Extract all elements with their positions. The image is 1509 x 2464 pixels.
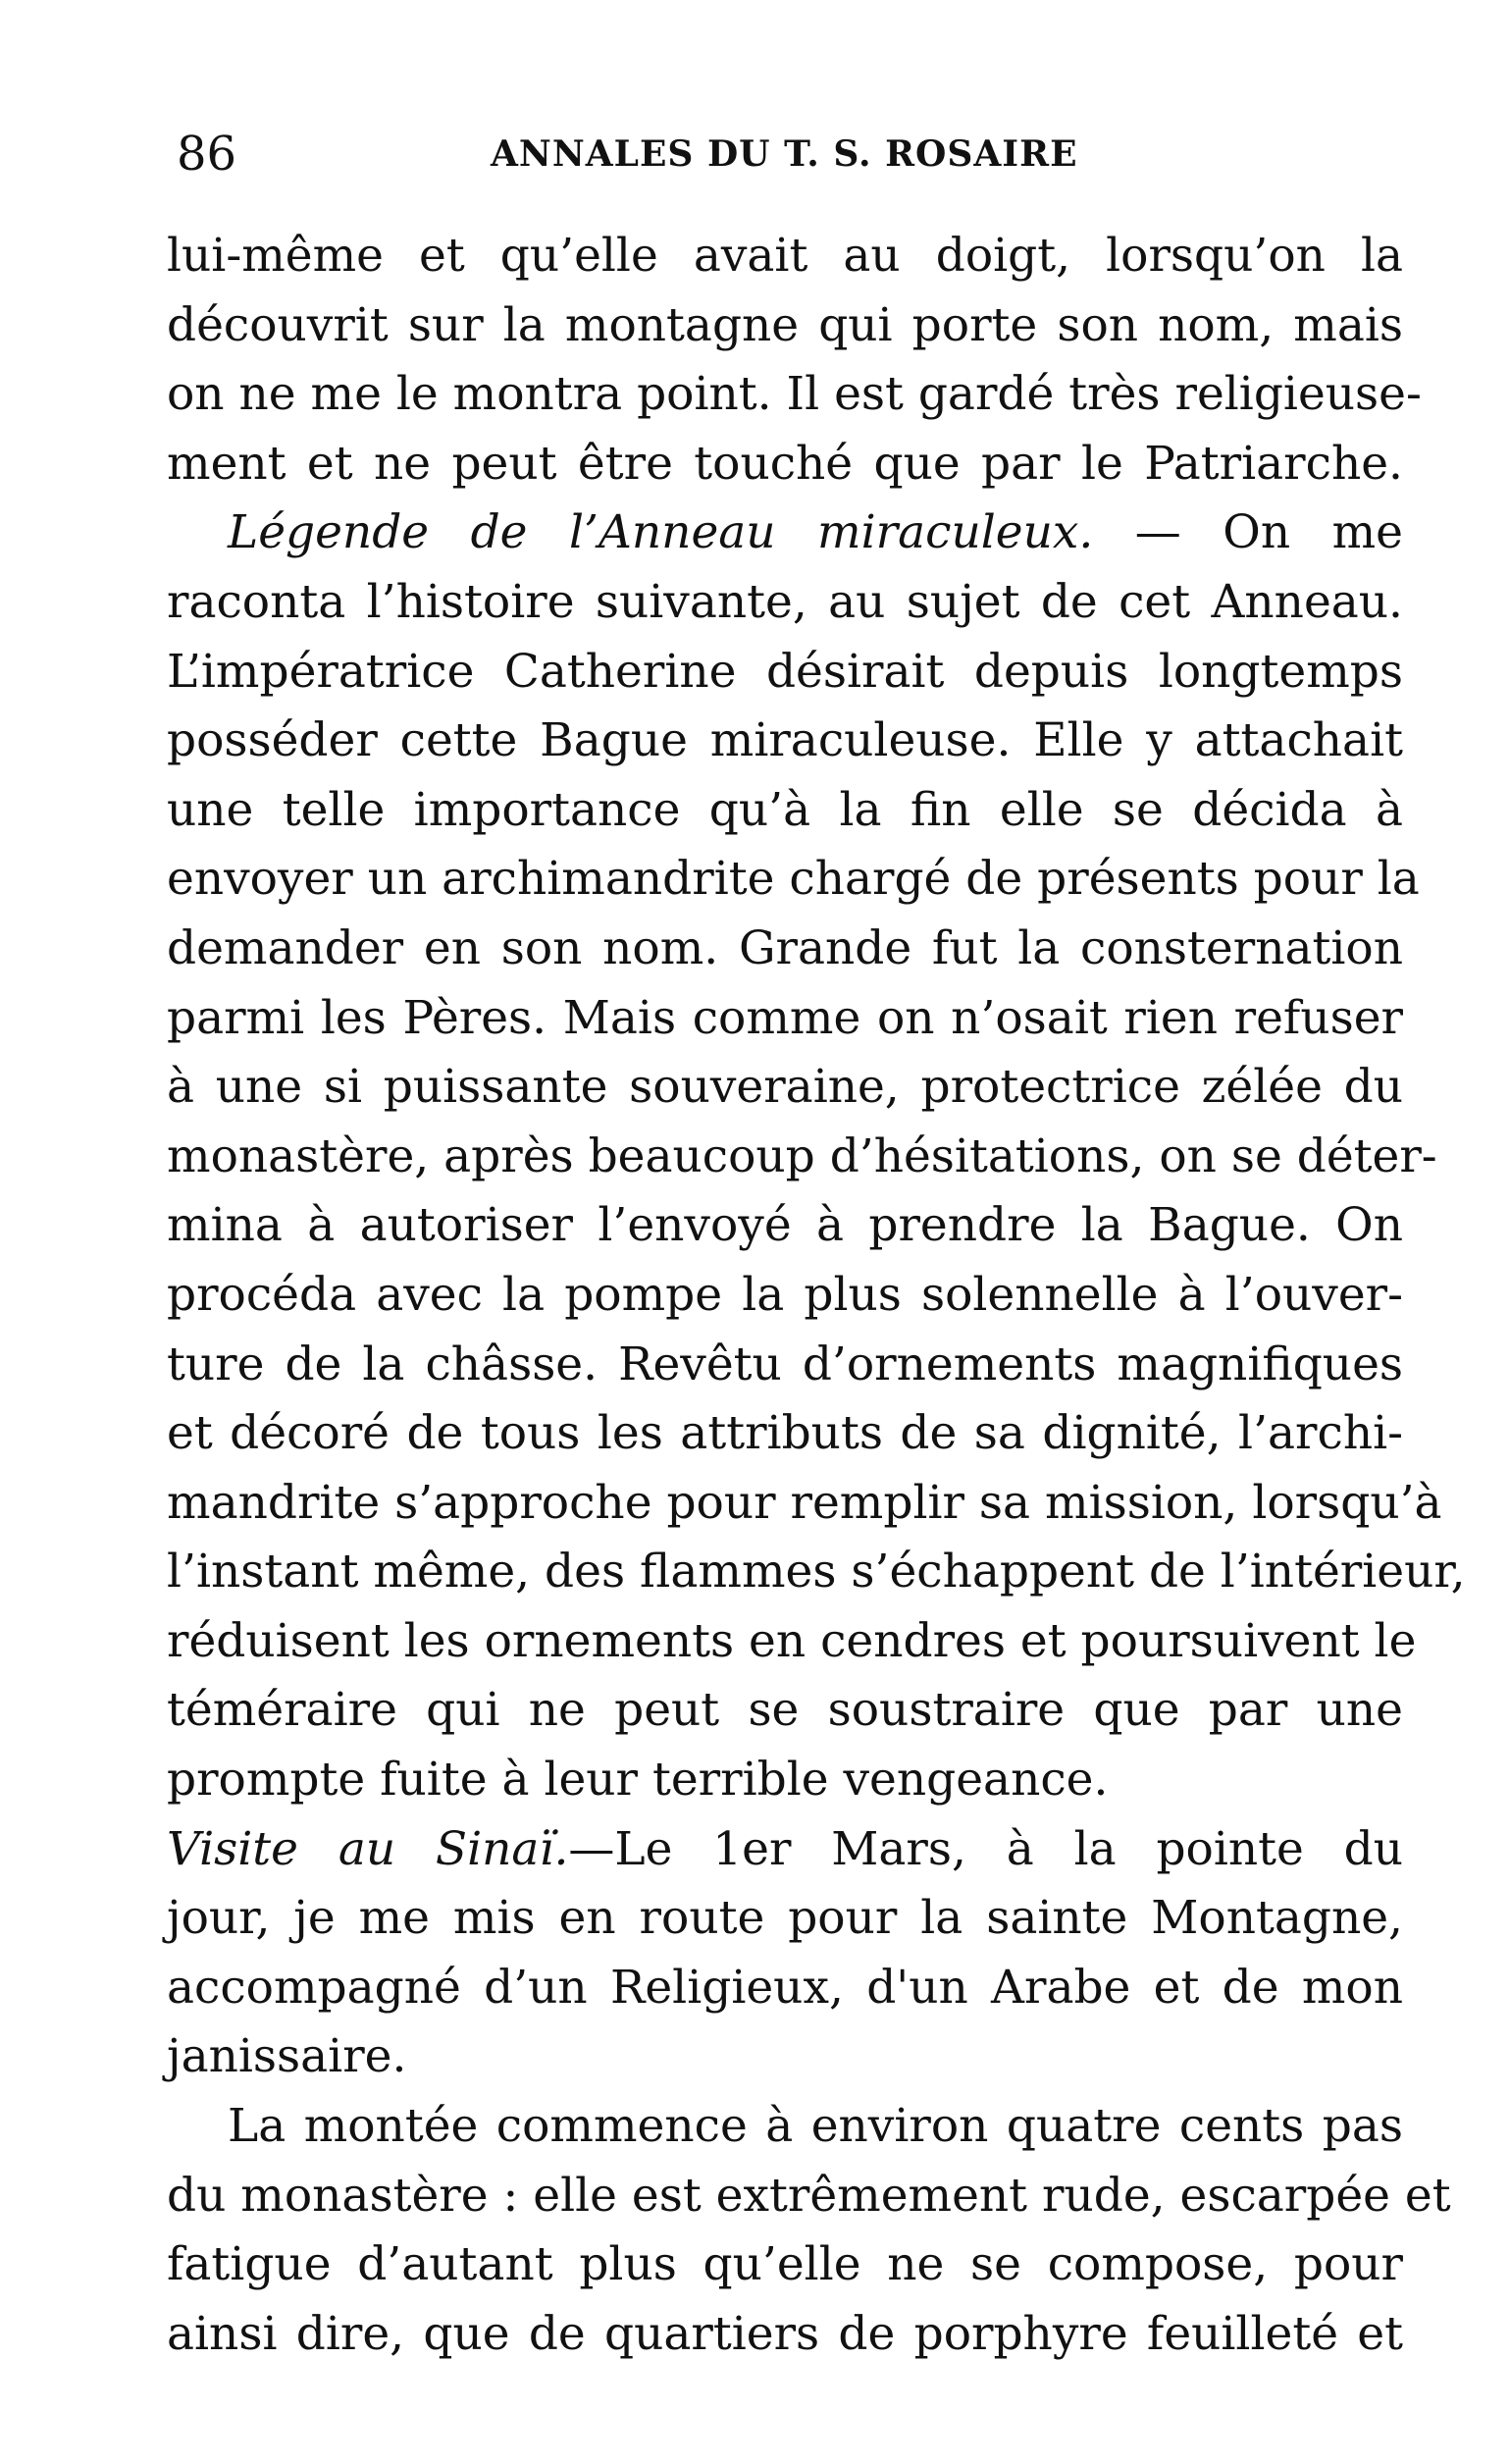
- page-number: 86: [177, 127, 237, 182]
- text-line: mina à autoriser l’envoyé à prendre la Bague. On: [167, 1198, 1403, 1253]
- text-line: ture de la châsse. Revêtu d’ornements magnifiques: [167, 1337, 1403, 1391]
- text-fragment: — On me: [1093, 505, 1403, 560]
- text-line: mandrite s’approche pour remplir sa mission, lorsqu’à: [167, 1475, 1442, 1530]
- journal-title: ANNALES DU T. S. ROSAIRE: [491, 133, 1078, 175]
- text-line: envoyer un archimandrite chargé de présents pour la: [167, 852, 1420, 907]
- text-line: L’impératrice Catherine désirait depuis longtemps: [167, 644, 1403, 699]
- text-line: lui-même et qu’elle avait au doigt, lorsqu’on la: [167, 229, 1403, 283]
- text-line: découvrit sur la montagne qui porte son nom, mais: [167, 297, 1403, 352]
- text-line: une telle importance qu’à la fin elle se décida à: [167, 782, 1403, 837]
- text-line: prompte fuite à leur terrible vengeance.: [167, 1753, 1109, 1808]
- text-line: fatigue d’autant plus qu’elle ne se compose, pour: [167, 2237, 1403, 2292]
- text-line: parmi les Pères. Mais comme on n’osait rien refuser: [167, 990, 1403, 1045]
- text-line: à une si puissante souveraine, protectrice zélée du: [167, 1060, 1403, 1115]
- text-line: ainsi dire, que de quartiers de porphyre feuilleté et: [167, 2306, 1403, 2361]
- text-fragment: —Le 1er Mars, à la pointe du: [568, 1821, 1403, 1876]
- running-head: [167, 120, 1403, 188]
- text-line: du monastère : elle est extrêmement rude, escarpée et: [167, 2168, 1451, 2223]
- text-line: réduisent les ornements en cendres et poursuivent le: [167, 1613, 1417, 1668]
- text-line: jour, je me mis en route pour la sainte Montagne,: [167, 1891, 1403, 1946]
- text-line: demander en son nom. Grande fut la consternation: [167, 920, 1403, 975]
- section-heading-visite: Visite au Sinaï.: [167, 1821, 569, 1876]
- section-heading-line-visite: [167, 1815, 1403, 1885]
- section-heading-line-legende: [167, 498, 1403, 568]
- text-line: on ne me le montra point. Il est gardé très religieuse-: [167, 367, 1422, 422]
- text-line: ment et ne peut être touché que par le Patriarche.: [167, 436, 1403, 491]
- text-line: La montée commence à environ quatre cents pas: [228, 2099, 1403, 2154]
- text-line: et décoré de tous les attributs de sa dignité, l’archi-: [167, 1406, 1403, 1461]
- text-line: monastère, après beaucoup d’hésitations, on se déter-: [167, 1128, 1437, 1183]
- text-line: procéda avec la pompe la plus solennelle à l’ouver-: [167, 1267, 1403, 1322]
- text-line: posséder cette Bague miraculeuse. Elle y attachait: [167, 713, 1403, 768]
- body-text: [167, 222, 1466, 2369]
- text-line: téméraire qui ne peut se soustraire que par une: [167, 1683, 1403, 1738]
- section-heading-legende: Légende de l’Anneau miraculeux.: [228, 505, 1094, 560]
- text-line: accompagné d’un Religieux, d'un Arabe et de mon: [167, 1960, 1403, 2015]
- text-line: raconta l’histoire suivante, au sujet de cet Anneau.: [167, 574, 1403, 629]
- text-line: l’instant même, des flammes s’échappent de l’intérieur,: [167, 1545, 1466, 1599]
- text-line: janissaire.: [167, 2029, 407, 2084]
